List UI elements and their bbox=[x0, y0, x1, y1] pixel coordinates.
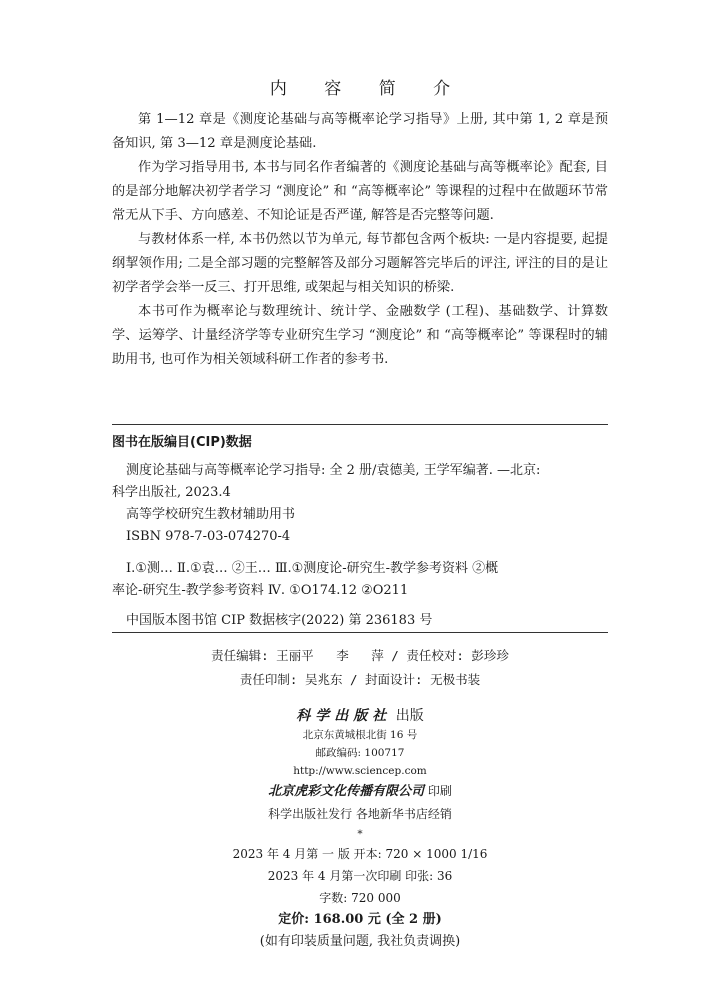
section-title: 内 容 简 介 bbox=[269, 79, 467, 99]
credits-editor-line: 责任编辑: 王丽平 李 萍 / 责任校对: 彭珍珍 bbox=[211, 648, 509, 663]
publisher-line bbox=[0, 706, 720, 726]
publisher-address: 北京东黄城根北街 16 号 bbox=[302, 729, 418, 741]
edition-line: 2023 年 4 月第 一 版 开本: 720 × 1000 1/16 bbox=[232, 847, 488, 861]
quality-notice: (如有印装质量问题, 我社负责调换) bbox=[259, 934, 461, 949]
publisher-postcode: 邮政编码: 100717 bbox=[315, 747, 405, 759]
cip-series-line: 高等学校研究生教材辅助用书 bbox=[126, 507, 296, 522]
cip-classification-line-2: 率论-研究生-教学参考资料 Ⅳ. ①O174.12 ②O211 bbox=[112, 583, 409, 598]
summary-section bbox=[112, 108, 608, 372]
credits-production-line: 责任印制: 吴兆东 / 封面设计: 无极书装 bbox=[239, 672, 481, 687]
cip-top-rule bbox=[112, 424, 608, 425]
cip-publisher-line: 科学出版社, 2023.4 bbox=[112, 485, 231, 500]
publisher-website: http://www.sciencep.com bbox=[293, 765, 427, 777]
publisher-suffix: 出版 bbox=[395, 708, 424, 724]
summary-paragraph-4: 本书可作为概率论与数理统计、统计学、金融数学 (工程)、基础数学、计算数学、运筹学、计量经济学等专业研究生学习 “测度论” 和 “高等概率论” 等课程时的辅助用书, 也可作为相关领域科研工作者的参考书. bbox=[112, 304, 608, 367]
printer-name: 北京虎彩文化传播有限公司 bbox=[268, 784, 425, 799]
editor-credits bbox=[0, 644, 720, 692]
imprint-block bbox=[0, 706, 720, 953]
summary-paragraph-1: 第 1—12 章是《测度论基础与高等概率论学习指导》上册, 其中第 1, 2 章是预备知识, 第 3—12 章是测度论基础. bbox=[112, 112, 608, 151]
summary-paragraph-3: 与教材体系一样, 本书仍然以节为单元, 每节都包含两个板块: 一是内容提要, 起提纲挈领作用; 二是全部习题的完整解答及部分习题解答完毕后的评注, 评注的目的是让初学者学会举一反三、打开思维, 或架起与相关知识的桥梁. bbox=[112, 232, 608, 295]
word-count-line: 字数: 720 000 bbox=[319, 891, 401, 905]
cip-number-line: 中国版本图书馆 CIP 数据核字(2022) 第 236183 号 bbox=[126, 613, 433, 628]
cip-classification-line-1: Ⅰ.①测… Ⅱ.①袁… ②王… Ⅲ.①测度论-研究生-教学参考资料 ②概 bbox=[126, 561, 499, 576]
publisher-name: 科学出版社 bbox=[296, 708, 392, 724]
printer-line bbox=[0, 780, 720, 803]
cip-isbn-line: ISBN 978-7-03-074270-4 bbox=[126, 529, 291, 544]
printer-suffix: 印刷 bbox=[427, 784, 452, 798]
distribution-line: 科学出版社发行 各地新华书店经销 bbox=[268, 807, 452, 821]
cip-record bbox=[112, 460, 608, 632]
cip-bottom-rule bbox=[112, 632, 608, 633]
cip-heading: 图书在版编目(CIP)数据 bbox=[112, 435, 252, 450]
summary-paragraph-2: 作为学习指导用书, 本书与同名作者编著的《测度论基础与高等概率论》配套, 目的是部分地解决初学者学习 “测度论” 和 “高等概率论” 等课程的过程中在做题环节常常无从下手、方向感差、不知论证是否严谨, 解答是否完整等问题. bbox=[112, 160, 608, 223]
separator-asterisk: * bbox=[357, 828, 363, 840]
price-line: 定价: 168.00 元 (全 2 册) bbox=[278, 912, 442, 927]
cip-title-line: 测度论基础与高等概率论学习指导: 全 2 册/袁德美, 王学军编著. —北京: bbox=[126, 463, 541, 478]
printing-line: 2023 年 4 月第一次印刷 印张: 36 bbox=[267, 869, 453, 883]
